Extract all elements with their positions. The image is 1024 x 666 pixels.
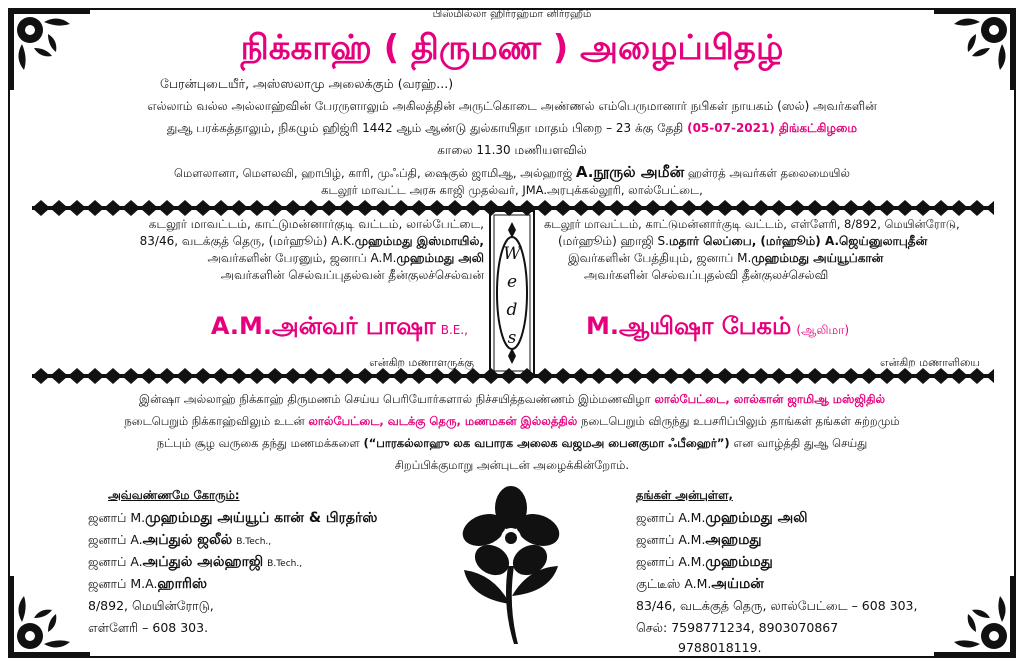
groom-grandfather-prefix: 83/46, வடக்குத் தெரு, (மர்ஹூம்) A.K. bbox=[139, 234, 355, 248]
bride-role: என்கிற மணாளியை bbox=[880, 356, 980, 369]
intro-line-2-text: துஆ பரக்கத்தாலும், நிகழும் ஹிஜ்ரி 1442 ஆம் ஆண்டு துல்காயிதா மாதம் பிறை – 23 க்கு தேதி bbox=[166, 121, 684, 135]
bottom-border-line bbox=[85, 656, 939, 658]
right-phone-1: செல்: 7598771234, 8903070867 bbox=[636, 620, 839, 635]
invite-line-1-text: இன்ஷா அல்லாஹ் நிக்காஹ் திருமணம் செய்ய பெரியோர்களால் நிச்சயித்தவண்ணம் இம்மணவிழா bbox=[138, 392, 651, 406]
invite-line-2-suffix: நடைபெறும் விருந்து உபசரிப்பிலும் தாங்கள் தங்கள் சுற்றமும் bbox=[580, 414, 900, 428]
left-list-item bbox=[88, 510, 377, 528]
groom-name: A.M.அன்வர் பாஷா bbox=[210, 312, 436, 340]
right-item-name: அய்மன் bbox=[711, 576, 764, 592]
nikah-venue: லால்பேட்டை, லால்கான் ஜாமிஆ மஸ்ஜிதில் bbox=[654, 392, 886, 406]
floral-corner-icon bbox=[4, 572, 94, 662]
groom-address-4: அவர்களின் செல்வப்புதல்வன் தீன்குலச்செல்வன் bbox=[220, 268, 484, 282]
bride-address-1: கடலூர் மாவட்டம், காட்டுமன்னார்குடி வட்டம், எள்ளேரி, 8/892, மெயின்ரோடு, bbox=[544, 217, 960, 231]
intro-line-5: கடலூர் மாவட்ட அரசு காஜி முதல்வர், JMA.அரபுக்கல்லூரி, லால்பேட்டை, bbox=[321, 183, 703, 197]
left-address-1: 8/892, மெயின்ரோடு, bbox=[88, 598, 214, 613]
floral-corner-icon bbox=[930, 572, 1020, 662]
groom-details bbox=[140, 216, 484, 284]
left-list-heading: அவ்வண்ணமே கோரும்: bbox=[108, 488, 240, 502]
bismillah-text: பிஸ்மில்லா ஹிர்ரஹ்மா னிர்ரஹீம் bbox=[432, 8, 592, 20]
bride-grandfather2-name: ஜெய்னுலாபுதீன் bbox=[839, 234, 928, 248]
wedding-date: (05-07-2021) திங்கட்கிழமை bbox=[687, 121, 858, 135]
officiant-titles: மௌலானா, மௌலவி, ஹாபிழ், காரி, முஃப்தி, ஷைகுல் ஜாமிஆ, அல்ஹாஜ் bbox=[174, 166, 573, 180]
bride-address-4: அவர்களின் செல்வப்புதல்வி தீன்குலச்செல்வி bbox=[584, 268, 829, 282]
intro-line-1: எல்லாம் வல்ல அல்லாஹ்வின் பேரருளாலும் அகிலத்தின் அருட்கொடை அண்ணல் எம்பெருமானார் நபிகள் நாயகம் (ஸல்) அவர்களின் bbox=[147, 99, 877, 113]
invite-line-2 bbox=[0, 414, 1024, 430]
left-item-suffix: B.Tech., bbox=[267, 559, 303, 569]
right-phone-2: 9788018119. bbox=[678, 640, 762, 655]
bride-father-prefix: இவர்களின் பேத்தியும், ஜனாப் M. bbox=[568, 251, 752, 265]
left-item-name: அப்துல் அல்ஹாஜி bbox=[142, 554, 264, 570]
right-item-prefix: ஜனாப் A.M. bbox=[636, 510, 706, 525]
groom-name-line bbox=[211, 312, 468, 343]
groom-degree: B.E., bbox=[440, 323, 468, 337]
bride-name: M.ஆயிஷா பேகம் bbox=[586, 312, 792, 340]
invite-line-2-text: நடைபெறும் நிக்காஹ்விலும் உடன் bbox=[124, 414, 305, 428]
left-item-suffix: B.Tech., bbox=[236, 537, 272, 547]
left-address-2: எள்ளேரி – 608 303. bbox=[88, 620, 209, 635]
right-item-prefix: ஜனாப் A.M. bbox=[636, 532, 706, 547]
left-list-item bbox=[88, 532, 271, 550]
bride-father-name: முஹம்மது அய்யூப்கான் bbox=[751, 251, 884, 265]
bride-grandfather-prefix: (மர்ஹூம்) ஹாஜி S. bbox=[558, 234, 669, 248]
weds-letter: d bbox=[506, 300, 518, 320]
flower-icon bbox=[452, 486, 570, 646]
weds-letter: e bbox=[506, 272, 518, 292]
bride-address-2 bbox=[544, 233, 960, 250]
invite-line-3-suffix: என வாழ்த்தி துஆ செய்து bbox=[733, 436, 868, 450]
left-item-prefix: ஜனாப் A. bbox=[88, 532, 143, 547]
page-title: நிக்காஹ் ( திருமண ) அழைப்பிதழ் bbox=[240, 28, 784, 68]
groom-role: என்கிற மணாளருக்கு bbox=[369, 356, 474, 369]
invite-line-4: சிறப்பிக்குமாறு அன்புடன் அழைக்கின்றோம். bbox=[394, 458, 630, 472]
groom-father-name: முஹம்மது அலி bbox=[396, 251, 484, 265]
left-item-prefix: ஜனாப் M. bbox=[88, 510, 146, 525]
groom-grandfather-name: முஹம்மது இஸ்மாயில், bbox=[354, 234, 484, 248]
left-item-prefix: ஜனாப் A. bbox=[88, 554, 143, 569]
bride-grandfather-name: மதார் லெப்பை, (மர்ஹூம்) A. bbox=[668, 234, 840, 248]
weds-frame bbox=[488, 210, 536, 376]
groom-father-prefix: அவர்களின் பேரனும், ஜனாப் A.M. bbox=[207, 251, 397, 265]
right-list-item bbox=[636, 510, 808, 528]
right-item-name: முஹம்மது அலி bbox=[705, 510, 808, 526]
intro-line-3: காலை 11.30 மணியளவில் bbox=[437, 143, 587, 157]
bride-name-line bbox=[586, 312, 849, 343]
right-item-prefix: குட்டீஸ் A.M. bbox=[636, 576, 712, 591]
invite-line-3-text: நட்பும் சூழ வருகை தந்து மணமக்களை bbox=[156, 436, 360, 450]
left-list-item bbox=[88, 554, 302, 572]
right-item-prefix: ஜனாப் A.M. bbox=[636, 554, 706, 569]
officiant-name: A.நூருல் அமீன் bbox=[575, 163, 685, 181]
bride-degree: (ஆலிமா) bbox=[796, 323, 850, 337]
right-address-1: 83/46, வடக்குத் தெரு, லால்பேட்டை – 608 303, bbox=[636, 598, 918, 613]
left-item-name: ஹாரிஸ் bbox=[157, 576, 208, 592]
left-item-name: அப்துல் ஜலீல் bbox=[142, 532, 233, 548]
officiant-suffix: ஹள்ரத் அவர்கள் தலைமையில் bbox=[687, 166, 850, 180]
feast-venue: லால்பேட்டை, வடக்கு தெரு, மணமகன் இல்லத்தில் bbox=[308, 414, 578, 428]
bride-details bbox=[544, 216, 960, 284]
right-list-item bbox=[636, 532, 762, 550]
right-item-name: முஹம்மது bbox=[705, 554, 773, 570]
right-item-name: அஹமது bbox=[705, 532, 762, 548]
intro-line-2 bbox=[0, 118, 1024, 138]
invite-line-3 bbox=[0, 436, 1024, 452]
left-item-prefix: ஜனாப் M.A. bbox=[88, 576, 158, 591]
left-list-item bbox=[88, 576, 207, 594]
groom-address-3 bbox=[140, 250, 484, 267]
bride-address-3 bbox=[544, 250, 960, 267]
weds-letter: s bbox=[507, 328, 517, 348]
groom-address-1: கடலூர் மாவட்டம், காட்டுமன்னார்குடி வட்டம், லால்பேட்டை, bbox=[148, 217, 484, 231]
left-item-name: முஹம்மது அய்யூப் கான் & பிரதர்ஸ் bbox=[145, 510, 378, 526]
right-list-item bbox=[636, 576, 764, 594]
dua-quote: (“பாரகல்லாஹு லக வபாரக அலைக வஜமஅ பைனகுமா ஃபீஹைர்”) bbox=[363, 436, 730, 450]
salutation-text: பேரன்புடையீர், அஸ்ஸலாமு அலைக்கும் (வரஹ்...) bbox=[160, 76, 454, 91]
weds-letter: W bbox=[503, 244, 521, 264]
groom-address-2 bbox=[140, 233, 484, 250]
right-list-item bbox=[636, 554, 773, 572]
right-list-heading: தங்கள் அன்புள்ள, bbox=[636, 488, 733, 502]
invite-line-1 bbox=[0, 392, 1024, 408]
